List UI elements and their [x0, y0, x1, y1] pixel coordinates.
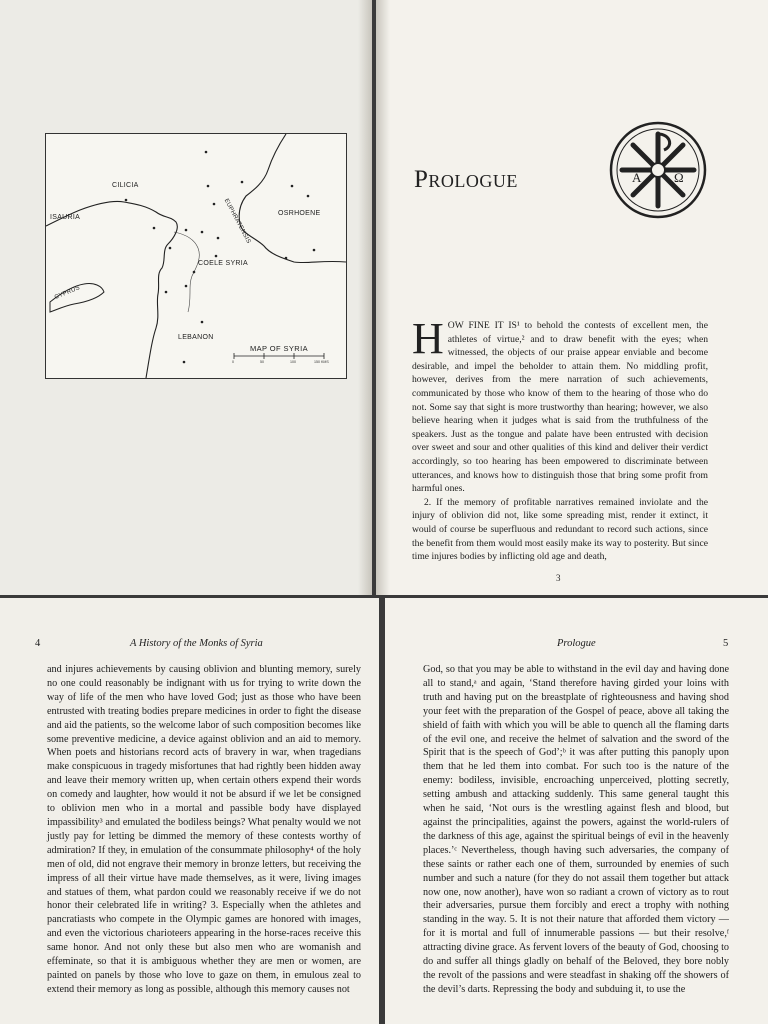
map-label-isauria: ISAURIA	[50, 214, 81, 221]
running-head: Prologue	[557, 638, 596, 649]
page-5	[385, 598, 768, 1024]
body-text: and injures achievements by causing oblivion and blunting memory, surely no one could reasonably be indignant with us for trying to write down the way of life of the men who have loved God; just as those who have been entrusted with treating bodies prepare medicines in order to fight the disease and aid the patients, so the welcome labor of such composition becomes like some preventive medicine, a device against oblivion and an aid to memory. When poets and historians record acts of bravery in war, when tragedians make conspicuous in tragedy misfortunes that had rightly been hidden away and leave their memory written up, when certain others expend their words on comedy and laughter, how would it not be absurd if we let be consigned to oblivion men who in a mortal and passible body have displayed impassibility³ and emulated the bodiless beings? What penalty would we not justly pay for letting be dimmed the memory of these contests worthy of admiration? If they, in emulation of the consummate philosophy⁴ of the holy men of old, did not engrave their memory in bronze letters, but receiving the impress of all their virtue have made themselves, as it were, living images and statues of them, what pardon could we reasonably receive if we do not honor their celebrated life in writing? 3. Especially when the athletes and pancratiasts who compete in the Olympic games are honored with images, and even the victorious charioteers appearing in the horse-races receive this same honor. And not only these but also men who are womanish and effeminate, so that it is ambiguous whether they are men or women, are painted on panels by those who love to gaze on them, in emulous zeal to extend their memory as long as possible, although this memory causes not	[47, 664, 361, 995]
page-gutter	[358, 0, 372, 595]
map-of-syria	[45, 133, 347, 379]
paragraph: OW FINE IT IS¹ to behold the contests of excellent men, the athletes of virtue,² and to draw benefit with the eyes; when witnessed, the objects of our praise appear enviable and become desirable, and impel the beholder to attain them. No middling profit, however, derives from the mere narration of such achievements, communicated by those who know of them to the hearing of those who do not. Some say that sight is more trustworthy than hearing; however, we also believe hearing when it judges what is said from the truthfulness of the speakers. Just as the tongue and palate have been entrusted with decision over sweet and sour and other qualities of this kind and deliver their verdict accordingly, so too hearing has been empowered to discriminate between utterances, and knows how to distinguish those that bring some profit from harmful ones.	[412, 320, 708, 495]
scale-tick-label: 50	[260, 360, 264, 364]
chi-rho-medallion-icon	[608, 120, 708, 220]
map-label-cyprus: CYPRUS	[53, 285, 81, 301]
map-label-coele-syria: COELE SYRIA	[198, 260, 248, 267]
drop-cap: H	[412, 314, 444, 363]
map-drawing	[46, 134, 346, 378]
map-label-lebanon: LEBANON	[178, 334, 214, 341]
map-page	[0, 0, 372, 595]
paragraph: 2. If the memory of profitable narratives remained inviolate and the injury of oblivion did not, like some spreading mist, render it extinct, it would of course be superfluous and redundant to record such actions, since the benefit from them would most easily make its way to posterity. But since time injures bodies by inflicting old age and death,	[412, 496, 708, 563]
map-label-osrhoene: OSRHOENE	[278, 210, 321, 217]
medallion-omega: Ω	[674, 170, 684, 185]
map-label-cilicia: CILICIA	[112, 182, 139, 189]
medallion-alpha: A	[632, 170, 642, 185]
page-gutter	[376, 0, 390, 595]
map-label-euphratensis: EUPHRATENSIS	[222, 198, 252, 245]
scale-tick-label: 100	[290, 360, 296, 364]
running-head: A History of the Monks of Syria	[130, 638, 263, 649]
prologue-text	[412, 314, 708, 564]
map-title: MAP OF SYRIA	[250, 344, 309, 353]
scale-tick-label: 0	[232, 360, 234, 364]
body-text: God, so that you may be able to withstand in the evil day and having done all to stand,ᵃ and again, ‘Stand therefore having girded your loins with truth and having put on the breastplate of righteousness and having shod your feet with the preparation of the Gospel of peace, above all taking the shield of faith with which you will be able to quench all the flaming darts of the evil one, and receive the helmet of salvation and the sword of the Spirit that is the speech of God’;ᵇ it was after putting this panoply upon them that he led them into combat. For such too is the nature of the enemy: bodiless, invisible, encroaching unperceived, plotting secretly, setting ambush and attacking suddenly. This same general taught this when he said, ‘Not ours is the wrestling against flesh and blood, but against the principalities, against the powers, against the world-rulers of the darkness of this age, against the spiritual beings of evil in the heavenly places.’ᶜ Nevertheless, though having such adversaries, the company of these saints or rather each one of them, surrounded by enemies of such number and such a nature (for they do not assail them together but attack now one, now another), have won so radiant a crown of victory as to rout their adversaries, pursue them forcibly and erect a trophy with nothing standing in the way. 5. It is not their nature that afforded them victory — for it is mortal and full of innumerable passions — but their resolve,ᶠ attracting divine grace. As fervent lovers of the beauty of God, choosing to do and suffer all things gladly on behalf of the Beloved, they bore nobly the revolt of the passions and were steadfast in shaking off the showers of the devil’s darts. Repressing the body and subduing it, to use the	[423, 664, 729, 995]
prologue-page	[376, 0, 768, 595]
page-number: 5	[723, 638, 729, 649]
page-4	[0, 598, 379, 1024]
prologue-title: Prologue	[414, 166, 518, 193]
page-number: 3	[556, 573, 561, 583]
page-number: 4	[35, 638, 41, 649]
scale-tick-label: 150 KMS	[314, 360, 329, 364]
